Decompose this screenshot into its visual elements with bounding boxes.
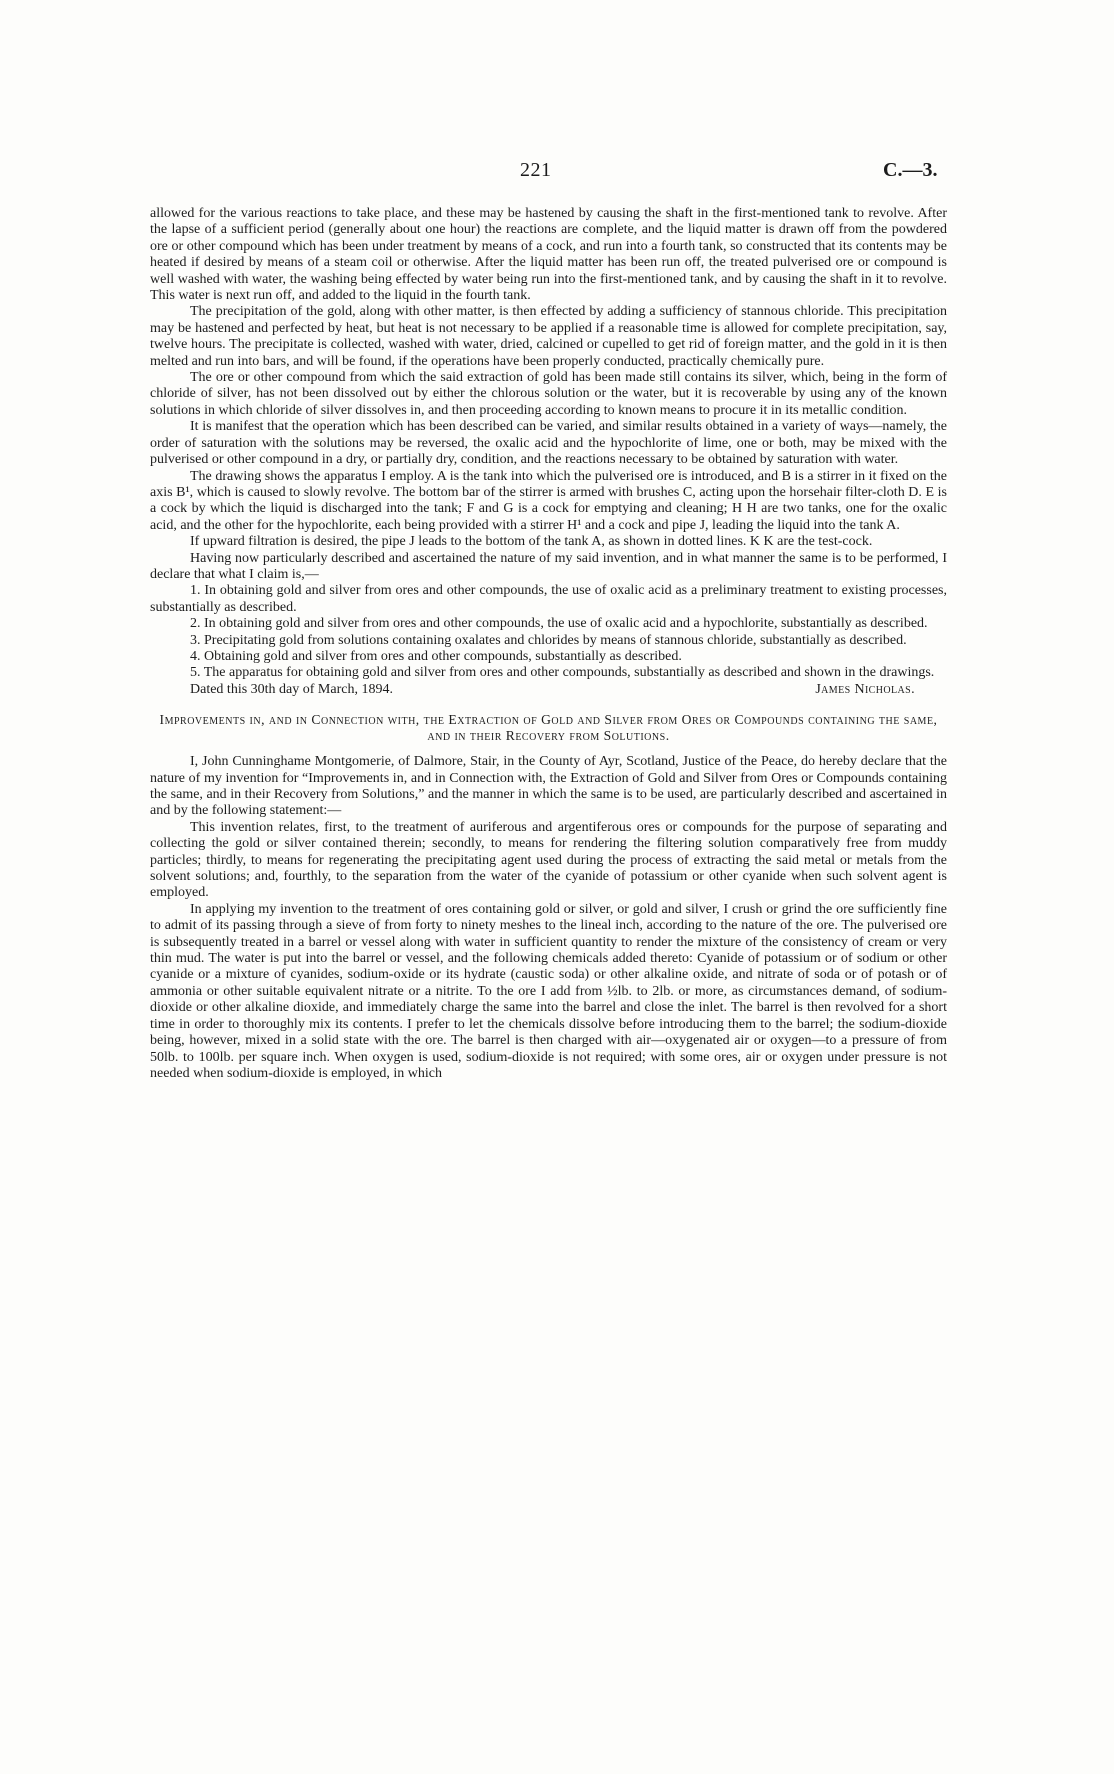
- paragraph-filtration: If upward filtration is desired, the pipe J leads to the bottom of the tank A, as shown in dotted lines. K K are the test-cock.: [190, 534, 873, 550]
- paragraph-claims-intro: Having now particularly described and ascertained the nature of my said invention, and in what manner the same is to be performed, I declare that what I claim is,—: [150, 550, 947, 582]
- paragraph-continuation: allowed for the various reactions to take place, and these may be hastened by causing the shaft in the first-mentioned tank to revolve. After the lapse of a sufficient period (generally about one hour) the reactions are complete, and the liquid matter is drawn off from the powdered ore or other compound which has been under treatment by means of a cock, and run into a fourth tank, so constructed that its contents may be heated if desired by means of a steam coil or otherwise. After the liquid matter has been run off, the treated pulverised ore or compound is well washed with water, the washing being effected by water being run into the first-mentioned tank, and by causing the shaft in it to revolve. This water is next run off, and added to the liquid in the fourth tank.: [150, 206, 947, 304]
- dated-line: Dated this 30th day of March, 1894.: [190, 681, 393, 697]
- claim-3: 3. Precipitating gold from solutions containing oxalates and chlorides by means of stannous chloride, substantially as described.: [190, 632, 907, 648]
- paragraph-variations: It is manifest that the operation which has been described can be varied, and similar results obtained in a variety of ways—namely, the order of saturation with the solutions may be reversed, the oxalic acid and the hypochlorite of lime, one or both, may be mixed with the pulverised or other compound in a dry, or partially dry, condition, and the reactions necessary to be obtained by saturation with water.: [150, 419, 947, 468]
- paragraph-precipitation: The precipitation of the gold, along with other matter, is then effected by adding a sufficiency of stannous chloride. This precipitation may be hastened and perfected by heat, but heat is not necessary to be applied if a reasonable time is allowed for complete precipitation, say, twelve hours. The precipitate is collected, washed with water, dried, calcined or cupelled to get rid of foreign matter, and the gold in it is then melted and run into bars, and will be found, if the operations have been properly conducted, practically chemically pure.: [150, 304, 947, 369]
- paragraph-invention-relates: This invention relates, first, to the treatment of auriferous and argentiferous ores or compounds for the purpose of separating and collecting the gold or silver contained therein; secondly, to means for rendering the filtering solution comparatively free from muddy particles; thirdly, to means for regenerating the precipitating agent used during the process of extracting the said metal or metals from the solvent solutions; and, fourthly, to the separation from the water of the cyanide of potassium or other cyanide when such solvent agent is employed.: [150, 819, 947, 901]
- signature-line: [150, 682, 947, 698]
- body-text: [150, 206, 947, 1082]
- paragraph-silver: The ore or other compound from which the said extraction of gold has been made still contains its silver, which, being in the form of chloride of silver, has not been dissolved out by either the chlorous solution or the water, but it is recoverable by using any of the known solutions in which chloride of silver dissolves in, and then proceeding according to known means to procure it in its metallic condition.: [150, 370, 947, 418]
- paragraph-declaration: I, John Cunninghame Montgomerie, of Dalmore, Stair, in the County of Ayr, Scotland, Justice of the Peace, do hereby declare that the nature of my invention for “Improvements in, and in Connection with, the Extraction of Gold and Silver from Ores or Compounds containing the same, and in their Recovery from Solutions,” and the manner in which the same is to be used, are particularly described and ascertained in and by the following statement:—: [150, 754, 947, 819]
- paragraph-applying-invention: In applying my invention to the treatment of ores containing gold or silver, or gold and silver, I crush or grind the ore sufficiently fine to admit of its passing through a sieve of from forty to ninety meshes to the lineal inch, according to the nature of the ore. The pulverised ore is subsequently treated in a barrel or vessel along with water in sufficient quantity to render the mixture of the consistency of cream or very thin mud. The water is put into the barrel or vessel, and the following chemicals added thereto: Cyanide of potassium or of sodium or other cyanide or a mixture of cyanides, sodium-oxide or its hydrate (caustic soda) or other alkaline oxide, and nitrate of soda or of potash or of ammonia or other suitable equivalent nitrate or a nitrite. To the ore I add from ½lb. to 2lb. or more, as circumstances demand, of sodium-dioxide or other alkaline dioxide, and immediately charge the same into the barrel and close the inlet. The barrel is then revolved for a short time in order to thoroughly mix its contents. I prefer to let the chemicals dissolve before introducing them to the barrel; the sodium-dioxide being, however, mixed in a solid state with the ore. The barrel is then charged with air—oxygenated air or oxygen—to a pressure of from 50lb. to 100lb. per square inch. When oxygen is used, sodium-dioxide is not required; with some ores, air or oxygen under pressure is not needed when sodium-dioxide is employed, in which: [150, 901, 947, 1081]
- claim-5: 5. The apparatus for obtaining gold and silver from ores and other compounds, substantially as described and shown in the drawings.: [190, 665, 935, 681]
- claim-4: 4. Obtaining gold and silver from ores and other compounds, substantially as described.: [190, 648, 682, 664]
- paragraph-drawing: The drawing shows the apparatus I employ. A is the tank into which the pulverised ore is introduced, and B is a stirrer in it fixed on the axis B¹, which is caused to slowly revolve. The bottom bar of the stirrer is armed with brushes C, acting upon the horsehair filter-cloth D. E is a cock by which the liquid is discharged into the tank; F and G is a cock for emptying and cleaning; H H are two tanks, one for the oxalic acid, and the other for the hypochlorite, each being provided with a stirrer H¹ and a cock and pipe J, leading the liquid into the tank A.: [150, 468, 947, 533]
- page-number: 221: [520, 159, 552, 181]
- section-title: Improvements in, and in Connection with, the Extraction of Gold and Silver from Ores or Compounds containing the same, and in their Recovery from Solutions.: [159, 712, 938, 744]
- claim-2: 2. In obtaining gold and silver from ores and other compounds, the use of oxalic acid and a hypochlorite, substantially as described.: [190, 616, 928, 632]
- page-header: [0, 159, 1114, 189]
- document-code: C.—3.: [883, 159, 938, 181]
- claim-1: 1. In obtaining gold and silver from ores and other compounds, the use of oxalic acid as a preliminary treatment to existing processes, substantially as described.: [150, 583, 947, 615]
- signature-name: James Nicholas.: [815, 681, 915, 697]
